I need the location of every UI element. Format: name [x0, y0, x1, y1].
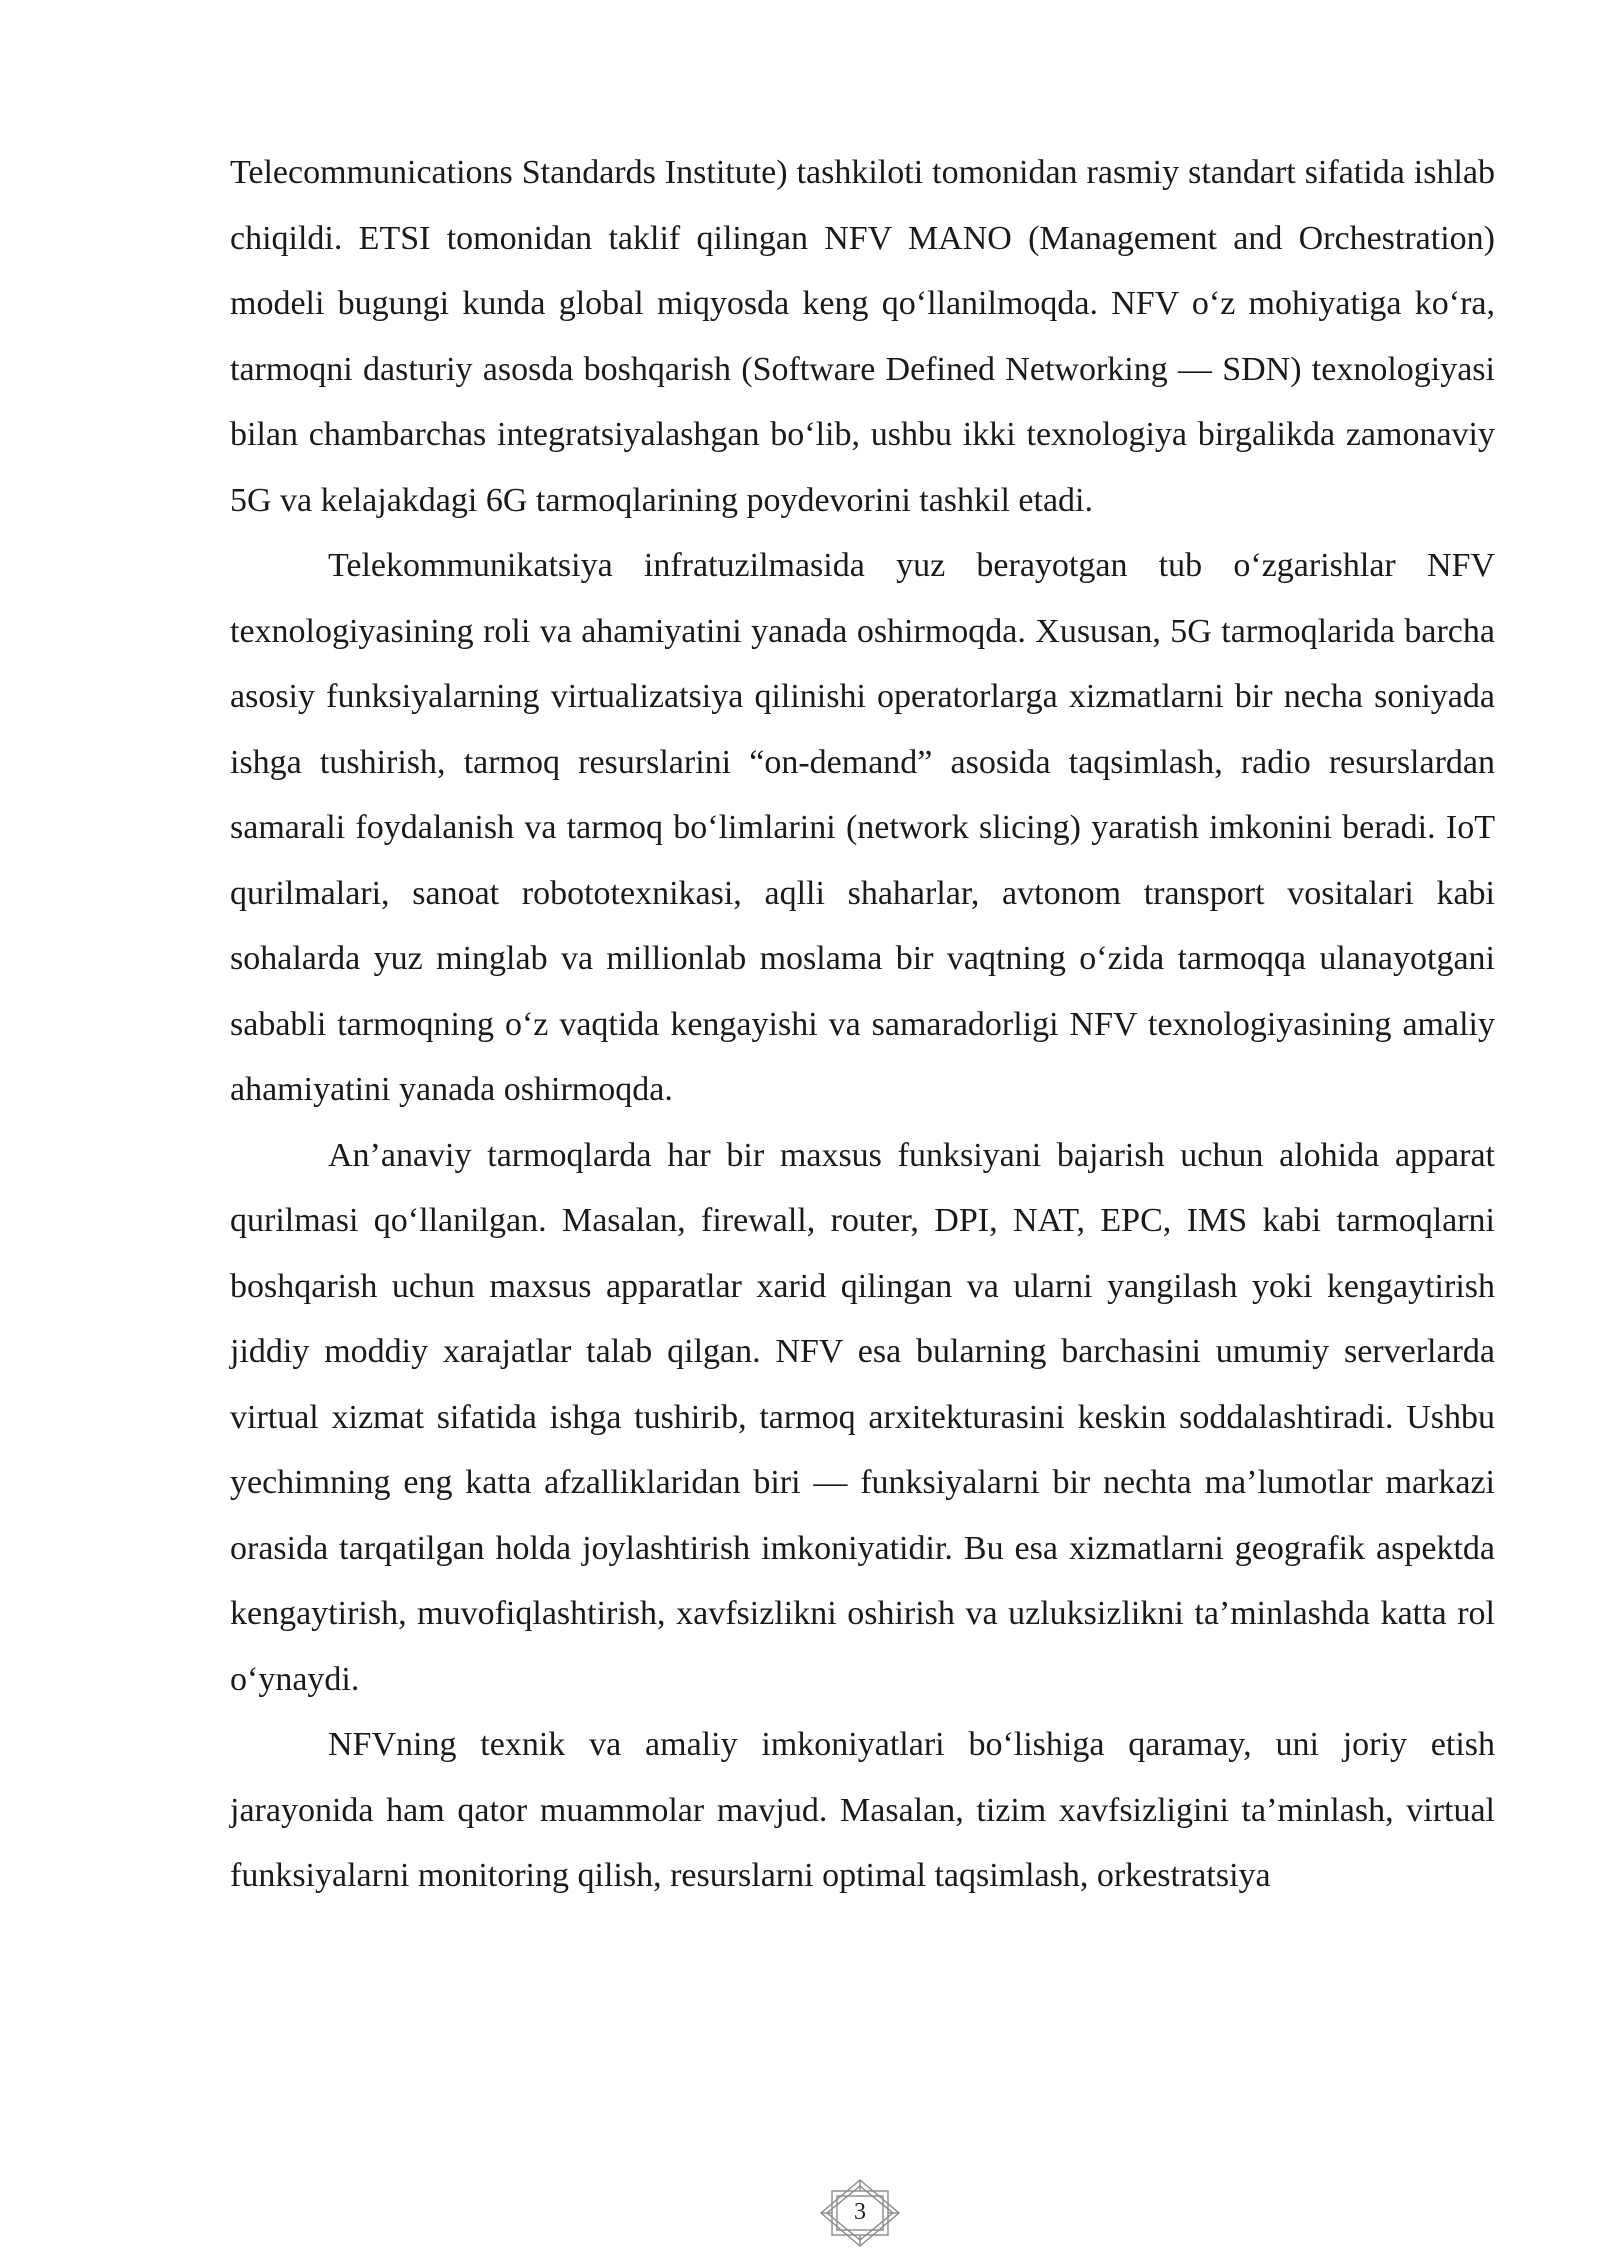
paragraph-2: Telekommunikatsiya infratuzilmasida yuz berayotgan tub o‘zgarishlar NFV texnologiyasining roli va ahamiyatini yanada oshirmoqda. Xususan, 5G tarmoqlarida barcha asosiy funksiyalarning virtualizatsiya qilinishi operatorlarga xizmatlarni bir necha soniyada ishga tushirish, tarmoq resurslarini “on-demand” asosida taqsimlash, radio resurslardan samarali foydalanish va tarmoq bo‘limlarini (network slicing) yaratish imkonini beradi. IoT qurilmalari, sanoat robototexnikasi, aqlli shaharlar, avtonom transport vositalari kabi sohalarda yuz minglab va millionlab moslama bir vaqtning o‘zida tarmoqqa ulanayotgani sababli tarmoqning o‘z vaqtida kengayishi va samaradorligi NFV texnologiyasining amaliy ahamiyatini yanada oshirmoqda.	[230, 547, 1495, 1108]
page-number: 3	[854, 2199, 866, 2225]
document-page	[230, 140, 1495, 1909]
paragraph-1: Telecommunications Standards Institute) tashkiloti tomonidan rasmiy standart sifatida ishlab chiqildi. ETSI tomonidan taklif qilingan NFV MANO (Management and Orchestration) modeli bugungi kunda global miqyosda keng qo‘llanilmoqda. NFV o‘z mohiyatiga ko‘ra, tarmoqni dasturiy asosda boshqarish (Software Defined Networking — SDN) texnologiyasi bilan chambarchas integratsiyalashgan bo‘lib, ushbu ikki texnologiya birgalikda zamonaviy 5G va kelajakdagi 6G tarmoqlarining poydevorini tashkil etadi.	[230, 154, 1495, 519]
paragraph-3: An’anaviy tarmoqlarda har bir maxsus funksiyani bajarish uchun alohida apparat qurilmasi qo‘llanilgan. Masalan, firewall, router, DPI, NAT, EPC, IMS kabi tarmoqlarni boshqarish uchun maxsus apparatlar xarid qilingan va ularni yangilash yoki kengaytirish jiddiy moddiy xarajatlar talab qilgan. NFV esa bularning barchasini umumiy serverlarda virtual xizmat sifatida ishga tushirib, tarmoq arxitekturasini keskin soddalashtiradi. Ushbu yechimning eng katta afzalliklaridan biri — funksiyalarni bir nechta ma’lumotlar markazi orasida tarqatilgan holda joylashtirish imkoniyatidir. Bu esa xizmatlarni geografik aspektda kengaytirish, muvofiqlashtirish, xavfsizlikni oshirish va uzluksizlikni ta’minlashda katta rol o‘ynaydi.	[230, 1136, 1495, 1698]
page-footer	[0, 2178, 1600, 2248]
paragraph-4: NFVning texnik va amaliy imkoniyatlari bo‘lishiga qaramay, uni joriy etish jarayonida ham qator muammolar mavjud. Masalan, tizim xavfsizligini ta’minlash, virtual funksiyalarni monitoring qilish, resurslarni optimal taqsimlash, orkestratsiya	[230, 1726, 1495, 1894]
